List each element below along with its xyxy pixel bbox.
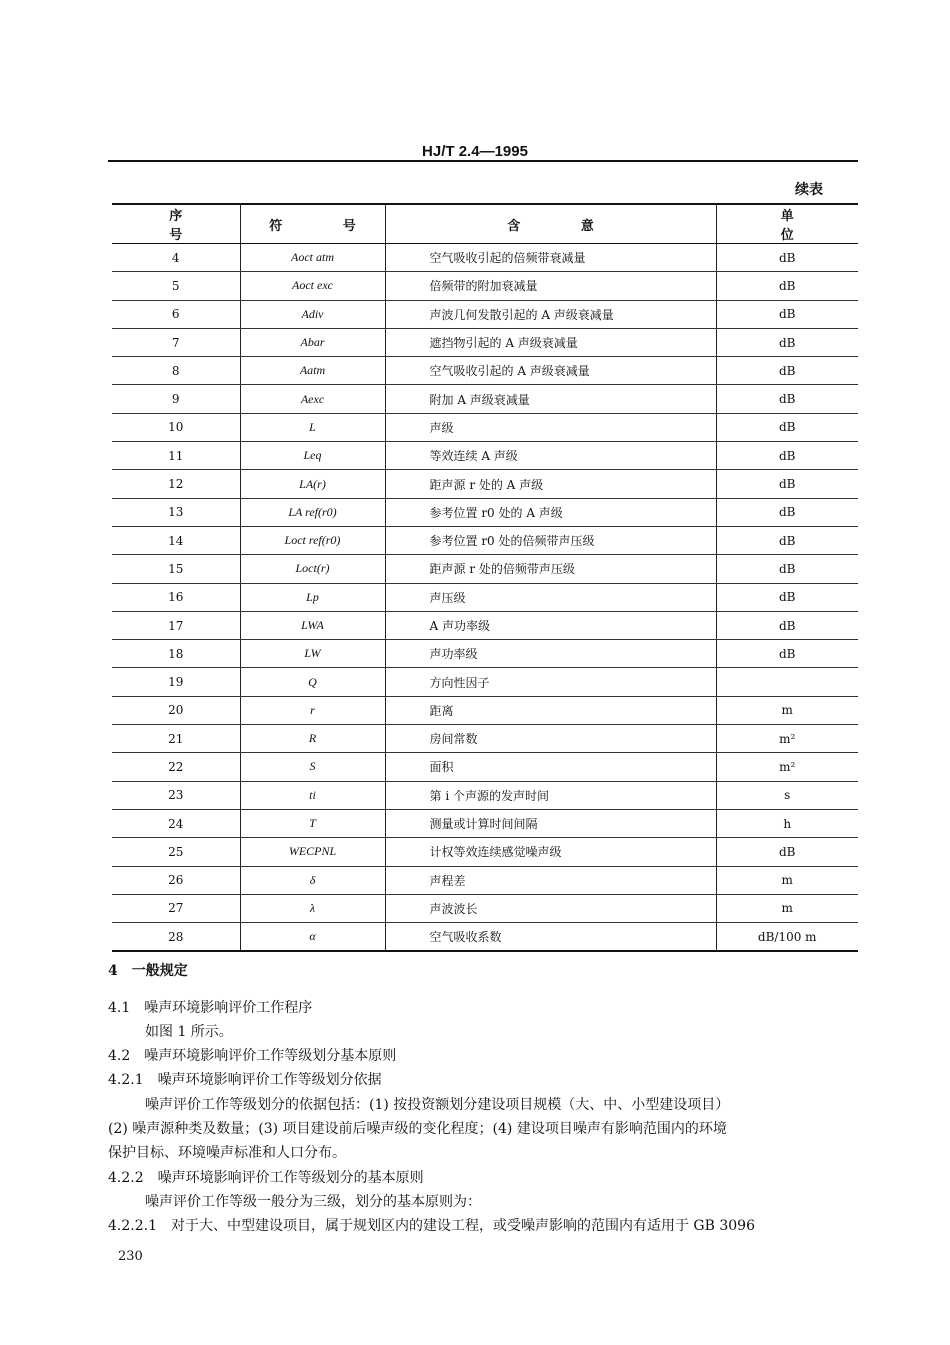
- row-unit: dB: [716, 555, 858, 583]
- row-meaning: 距离: [385, 696, 716, 724]
- row-meaning: 距声源 r 处的 A 声级: [385, 470, 716, 498]
- row-number: 20: [112, 696, 240, 724]
- row-number: 22: [112, 753, 240, 781]
- row-unit: dB/100 m: [716, 923, 858, 952]
- row-unit: dB: [716, 640, 858, 668]
- row-number: 28: [112, 923, 240, 952]
- row-meaning: 等效连续 A 声级: [385, 442, 716, 470]
- row-number: 21: [112, 725, 240, 753]
- row-symbol: LA(r): [240, 470, 385, 498]
- row-unit: m: [716, 866, 858, 894]
- row-symbol: Aoct atm: [240, 244, 385, 272]
- row-symbol: Abar: [240, 328, 385, 356]
- section-4-2-1-line-2: (2) 噪声源种类及数量；(3) 项目建设前后噪声级的变化程度；(4) 建设项目噪声有影响范围内的环境: [108, 1121, 727, 1137]
- row-unit: dB: [716, 272, 858, 300]
- section-4-2-2-body: 噪声评价工作等级一般分为三级，划分的基本原则为：: [145, 1194, 481, 1210]
- row-number: 6: [112, 300, 240, 328]
- row-unit: [716, 668, 858, 696]
- row-number: 26: [112, 866, 240, 894]
- row-meaning: 声功率级: [385, 640, 716, 668]
- row-symbol: Leq: [240, 442, 385, 470]
- row-number: 24: [112, 809, 240, 837]
- table-row: [112, 838, 858, 866]
- row-meaning: 空气吸收引起的倍频带衰减量: [385, 244, 716, 272]
- table-row: [112, 357, 858, 385]
- row-unit: h: [716, 809, 858, 837]
- table-row: [112, 498, 858, 526]
- table-row: [112, 781, 858, 809]
- row-meaning: 方向性因子: [385, 668, 716, 696]
- row-symbol: ti: [240, 781, 385, 809]
- section-4-2-2-heading: 4.2.2 噪声环境影响评价工作等级划分的基本原则: [108, 1170, 424, 1186]
- table-row: [112, 385, 858, 413]
- row-unit: dB: [716, 357, 858, 385]
- row-number: 9: [112, 385, 240, 413]
- table-row: [112, 611, 858, 639]
- row-unit: dB: [716, 470, 858, 498]
- row-number: 4: [112, 244, 240, 272]
- row-meaning: 空气吸收引起的 A 声级衰减量: [385, 357, 716, 385]
- row-symbol: S: [240, 753, 385, 781]
- row-unit: dB: [716, 583, 858, 611]
- row-meaning: 计权等效连续感觉噪声级: [385, 838, 716, 866]
- table-row: [112, 696, 858, 724]
- header-rule: [108, 160, 858, 162]
- row-number: 12: [112, 470, 240, 498]
- section-4-2-1-heading: 4.2.1 噪声环境影响评价工作等级划分依据: [108, 1072, 382, 1088]
- row-number: 25: [112, 838, 240, 866]
- table-row: [112, 668, 858, 696]
- row-symbol: L: [240, 413, 385, 441]
- table-header-row: [112, 204, 858, 244]
- col-header-unit: 单 位: [716, 204, 858, 244]
- row-number: 27: [112, 894, 240, 922]
- row-number: 23: [112, 781, 240, 809]
- row-unit: m: [716, 696, 858, 724]
- row-meaning: 房间常数: [385, 725, 716, 753]
- section-4-2-heading: 4.2 噪声环境影响评价工作等级划分基本原则: [108, 1048, 397, 1064]
- row-number: 8: [112, 357, 240, 385]
- row-symbol: Loct(r): [240, 555, 385, 583]
- row-number: 5: [112, 272, 240, 300]
- table-row: [112, 244, 858, 272]
- table-row: [112, 526, 858, 554]
- table-row: [112, 866, 858, 894]
- row-meaning: 距声源 r 处的倍频带声压级: [385, 555, 716, 583]
- row-meaning: 面积: [385, 753, 716, 781]
- row-number: 15: [112, 555, 240, 583]
- row-unit: dB: [716, 442, 858, 470]
- row-symbol: Aexc: [240, 385, 385, 413]
- table-row: [112, 809, 858, 837]
- row-meaning: 附加 A 声级衰减量: [385, 385, 716, 413]
- row-symbol: LA ref(r0): [240, 498, 385, 526]
- table-row: [112, 555, 858, 583]
- row-symbol: WECPNL: [240, 838, 385, 866]
- section-4-1-body: 如图 1 所示。: [145, 1024, 233, 1040]
- section-4-2-1-line-1: 噪声评价工作等级划分的依据包括：(1) 按投资额划分建设项目规模（大、中、小型建设项目）: [145, 1097, 730, 1113]
- col-header-meaning: 含 意: [385, 204, 716, 244]
- row-symbol: R: [240, 725, 385, 753]
- row-meaning: 倍频带的附加衰减量: [385, 272, 716, 300]
- table-row: [112, 753, 858, 781]
- row-meaning: 声压级: [385, 583, 716, 611]
- table-body: [112, 244, 858, 952]
- row-number: 7: [112, 328, 240, 356]
- row-meaning: 空气吸收系数: [385, 923, 716, 952]
- col-header-symbol: 符 号: [240, 204, 385, 244]
- row-meaning: 声级: [385, 413, 716, 441]
- row-symbol: Aatm: [240, 357, 385, 385]
- row-number: 14: [112, 526, 240, 554]
- standard-code: HJ/T 2.4—1995: [422, 143, 528, 160]
- row-unit: dB: [716, 611, 858, 639]
- row-number: 18: [112, 640, 240, 668]
- row-symbol: λ: [240, 894, 385, 922]
- col-header-number: 序 号: [112, 204, 240, 244]
- row-meaning: 测量或计算时间间隔: [385, 809, 716, 837]
- table-row: [112, 583, 858, 611]
- row-meaning: 参考位置 r0 处的倍频带声压级: [385, 526, 716, 554]
- table-row: [112, 725, 858, 753]
- row-symbol: Adiv: [240, 300, 385, 328]
- table-row: [112, 413, 858, 441]
- row-symbol: Aoct exc: [240, 272, 385, 300]
- continued-label: 续表: [795, 182, 823, 198]
- row-unit: dB: [716, 526, 858, 554]
- row-meaning: 声程差: [385, 866, 716, 894]
- row-meaning: 第 i 个声源的发声时间: [385, 781, 716, 809]
- page-number: 230: [118, 1249, 143, 1264]
- row-number: 19: [112, 668, 240, 696]
- row-meaning: 声波几何发散引起的 A 声级衰减量: [385, 300, 716, 328]
- table-row: [112, 923, 858, 952]
- section-4-2-2-1-text: 4.2.2.1 对于大、中型建设项目，属于规划区内的建设工程，或受噪声影响的范围内有适用于 GB 3096: [108, 1218, 755, 1234]
- table-row: [112, 442, 858, 470]
- row-symbol: r: [240, 696, 385, 724]
- row-unit: m: [716, 894, 858, 922]
- row-number: 13: [112, 498, 240, 526]
- row-unit: m²: [716, 753, 858, 781]
- table-row: [112, 300, 858, 328]
- row-symbol: Loct ref(r0): [240, 526, 385, 554]
- row-number: 10: [112, 413, 240, 441]
- table-row: [112, 470, 858, 498]
- row-symbol: Lp: [240, 583, 385, 611]
- row-meaning: 声波波长: [385, 894, 716, 922]
- row-number: 17: [112, 611, 240, 639]
- symbols-table: [112, 203, 858, 952]
- table-row: [112, 272, 858, 300]
- row-unit: dB: [716, 328, 858, 356]
- row-number: 16: [112, 583, 240, 611]
- section-4-1-heading: 4.1 噪声环境影响评价工作程序: [108, 1000, 313, 1016]
- row-symbol: α: [240, 923, 385, 952]
- row-symbol: LWA: [240, 611, 385, 639]
- row-unit: dB: [716, 498, 858, 526]
- table-row: [112, 328, 858, 356]
- row-unit: dB: [716, 413, 858, 441]
- row-unit: dB: [716, 300, 858, 328]
- table-row: [112, 894, 858, 922]
- row-unit: dB: [716, 385, 858, 413]
- row-symbol: δ: [240, 866, 385, 894]
- section-4-2-1-line-3: 保护目标、环境噪声标准和人口分布。: [108, 1145, 346, 1161]
- row-unit: dB: [716, 244, 858, 272]
- row-symbol: T: [240, 809, 385, 837]
- row-unit: dB: [716, 838, 858, 866]
- row-meaning: A 声功率级: [385, 611, 716, 639]
- row-symbol: Q: [240, 668, 385, 696]
- row-number: 11: [112, 442, 240, 470]
- table-row: [112, 640, 858, 668]
- row-symbol: LW: [240, 640, 385, 668]
- row-unit: m²: [716, 725, 858, 753]
- row-unit: s: [716, 781, 858, 809]
- row-meaning: 遮挡物引起的 A 声级衰减量: [385, 328, 716, 356]
- section-4-heading: 4 一般规定: [108, 963, 188, 979]
- row-meaning: 参考位置 r0 处的 A 声级: [385, 498, 716, 526]
